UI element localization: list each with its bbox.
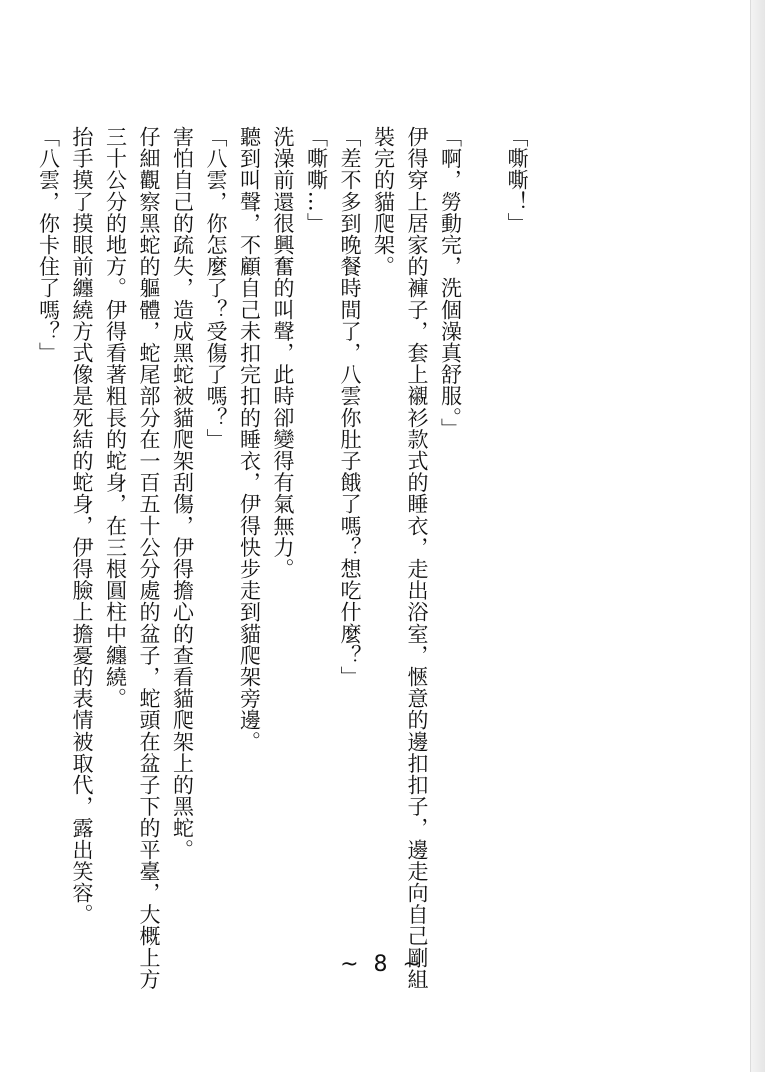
paragraph: 「啊，勞動完，洗個澡真舒服。」: [438, 126, 463, 440]
paragraph: 抬手摸了摸眼前纏繞方式像是死結的蛇身，伊得臉上擔憂的表情被取代，露出笑容。: [70, 126, 94, 926]
vertical-text-body: [31, 126, 533, 1006]
paragraph: 「差不多到晚餐時間了，八雲你肚子餓了嗎？想吃什麼？」: [338, 126, 362, 688]
paragraph: 洗澡前還很興奮的叫聲，此時卻變得有氣無力。: [271, 126, 295, 580]
paragraph: 「八雲，你卡住了嗎？」: [36, 126, 61, 364]
paragraph: 「嘶嘶…」: [304, 126, 329, 234]
page-number: ~ 8 ~: [340, 952, 425, 977]
paragraph: 仔細觀察黑蛇的軀體，蛇尾部分在一百五十公分處的盆子，蛇頭在盆子下的平臺，大概上方三十公分的地方。伊得看著粗長的蛇身，在三根圓柱中纏繞。: [103, 126, 161, 990]
paragraph: 害怕自己的疏失，造成黑蛇被貓爬架刮傷，伊得擔心的查看貓爬架上的黑蛇。: [170, 126, 195, 861]
paragraph: 聽到叫聲，不顧自己未扣完扣的睡衣，伊得快步走到貓爬架旁邊。: [237, 126, 262, 753]
paragraph: 「八雲，你怎麼了？受傷了嗎？」: [204, 126, 228, 450]
page-edge-shadow: [750, 0, 765, 1072]
paragraph: 「嘶嘶！」: [505, 126, 529, 234]
paragraph: 伊得穿上居家的褲子，套上襯衫款式的睡衣，走出浴室，愜意的邊扣扣子，邊走向自己剛組裝完的貓爬架。: [371, 126, 429, 990]
